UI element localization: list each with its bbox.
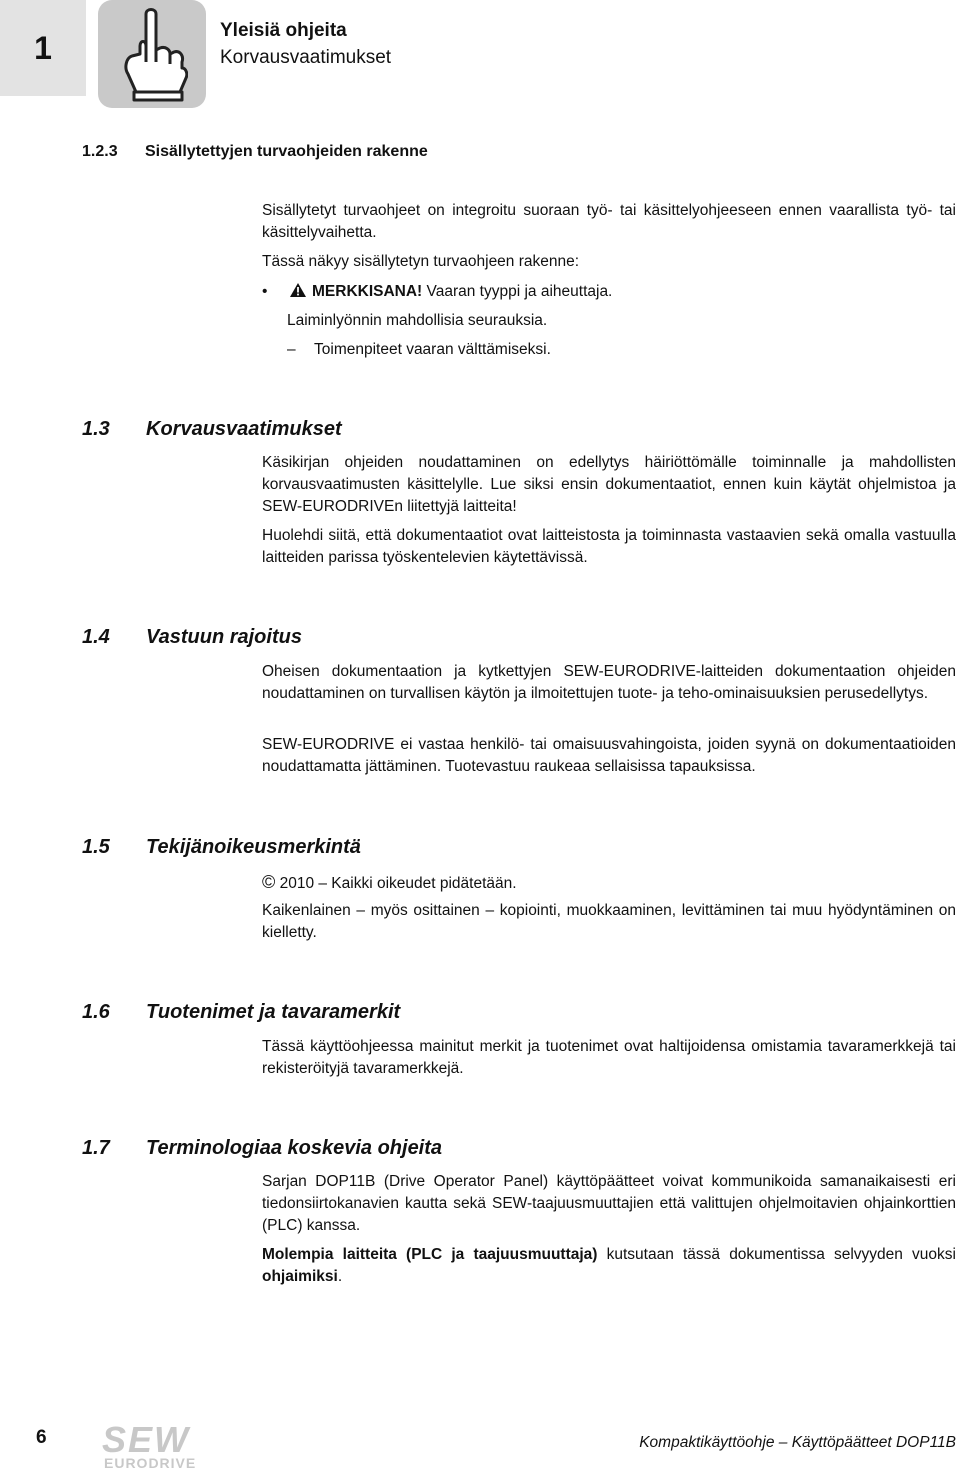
section-17-bold-word: ohjaimiksi: [262, 1268, 338, 1285]
hazard-text: Vaaran tyyppi ja aiheuttaja.: [426, 283, 613, 300]
section-123-para2: Tässä näkyy sisällytetyn turvaohjeen rakenne:: [262, 253, 580, 270]
section-16-para1: Tässä käyttöohjeessa mainitut merkit ja tuotenimet ovat haltijoidensa omistamia tavaramerkkejä tai rekisteröityjä tavaramerkkejä.: [262, 1038, 956, 1077]
warning-triangle-icon: [290, 283, 306, 297]
chapter-title: Yleisiä ohjeita: [220, 20, 347, 41]
section-17-title: Terminologiaa koskevia ohjeita: [146, 1137, 443, 1159]
section-16-title: Tuotenimet ja tavaramerkit: [146, 1001, 401, 1023]
warning-line: [290, 281, 612, 303]
section-17-para2: [262, 1244, 956, 1288]
chapter-tab: [0, 0, 86, 96]
section-123-title: Sisällytettyjen turvaohjeiden rakenne: [145, 143, 428, 160]
section-17-number: 1.7: [82, 1137, 110, 1159]
logo-eurodrive-text: EURODRIVE: [104, 1455, 197, 1471]
logo-sew-text: SEW: [102, 1420, 191, 1460]
sew-logo: [102, 1420, 210, 1477]
section-17-mid-text: kutsutaan tässä dokumentissa selvyyden vuoksi: [597, 1246, 956, 1263]
section-13-number: 1.3: [82, 418, 110, 440]
section-123-number: 1.2.3: [82, 143, 118, 160]
measures-text: Toimenpiteet vaaran välttämiseksi.: [314, 341, 551, 358]
section-17-para1: Sarjan DOP11B (Drive Operator Panel) käyttöpäätteet voivat kommunikoida samanaikaisesti eri tiedonsiirtokanavien kautta sekä SEW-taajuusmuuttajien että valittujen ohjelmoitavien ohjainkorttien (PLC) kanssa.: [262, 1173, 956, 1234]
section-123-para1: Sisällytetyt turvaohjeet on integroitu suoraan työ- tai käsittelyohjeeseen ennen vaarallista työ- tai käsittelyvaihetta.: [262, 202, 956, 241]
chapter-number: 1: [34, 29, 52, 66]
section-14-para2: SEW-EURODRIVE ei vastaa henkilö- tai omaisuusvahingoista, joiden syynä on dokumentaatioiden noudattamatta jättäminen. Tuotevastuu raukeaa sellaisissa tapauksissa.: [262, 736, 956, 775]
consequence-text: Laiminlyönnin mahdollisia seurauksia.: [287, 312, 548, 329]
page-number: 6: [36, 1427, 47, 1448]
copyright-text: 2010 – Kaikki oikeudet pidätetään.: [279, 875, 517, 892]
dash-marker: –: [287, 341, 296, 358]
copyright-icon: ©: [262, 872, 276, 892]
pointing-hand-icon: [98, 0, 206, 108]
section-13-para2: Huolehdi siitä, että dokumentaatiot ovat laitteistosta ja toiminnasta vastaavien sekä omalla vastuulla laitteiden parissa työskentelevien käytettävissä.: [262, 527, 956, 566]
chapter-subtitle: Korvausvaatimukset: [220, 47, 392, 68]
section-15-title: Tekijänoikeusmerkintä: [146, 836, 361, 858]
section-15-para2: Kaikenlainen – myös osittainen – kopiointi, muokkaaminen, levittäminen tai muu hyödyntäminen on kielletty.: [262, 902, 956, 941]
document-title: Kompaktikäyttöohje – Käyttöpäätteet DOP11B: [639, 1434, 956, 1451]
section-13-title: Korvausvaatimukset: [146, 418, 342, 440]
section-16-number: 1.6: [82, 1001, 110, 1023]
section-13-para1: Käsikirjan ohjeiden noudattaminen on edellytys häiriöttömälle toiminnalle ja mahdollisten korvausvaatimusten käsittelylle. Lue siksi ensin dokumentaatiot, ennen kuin käytät ohjelmistoa ja SEW-EURODRIVEn liitettyjä laitteita!: [262, 454, 956, 515]
section-17-end-text: .: [337, 1268, 343, 1285]
copyright-line: [262, 871, 517, 895]
section-17-bold-phrase: Molempia laitteita (PLC ja taajuusmuuttaja): [262, 1246, 598, 1263]
section-14-title: Vastuun rajoitus: [146, 626, 302, 648]
signal-word: MERKKISANA!: [312, 283, 423, 300]
bullet-marker: •: [262, 283, 268, 300]
section-15-number: 1.5: [82, 836, 110, 858]
section-14-number: 1.4: [82, 626, 110, 648]
section-14-para1: Oheisen dokumentaation ja kytkettyjen SEW-EURODRIVE-laitteiden dokumentaation ohjeiden noudattaminen on turvallisen käytön ja ilmoitettujen tuote- ja teho-ominaisuuksien perusedellytys.: [262, 663, 956, 702]
